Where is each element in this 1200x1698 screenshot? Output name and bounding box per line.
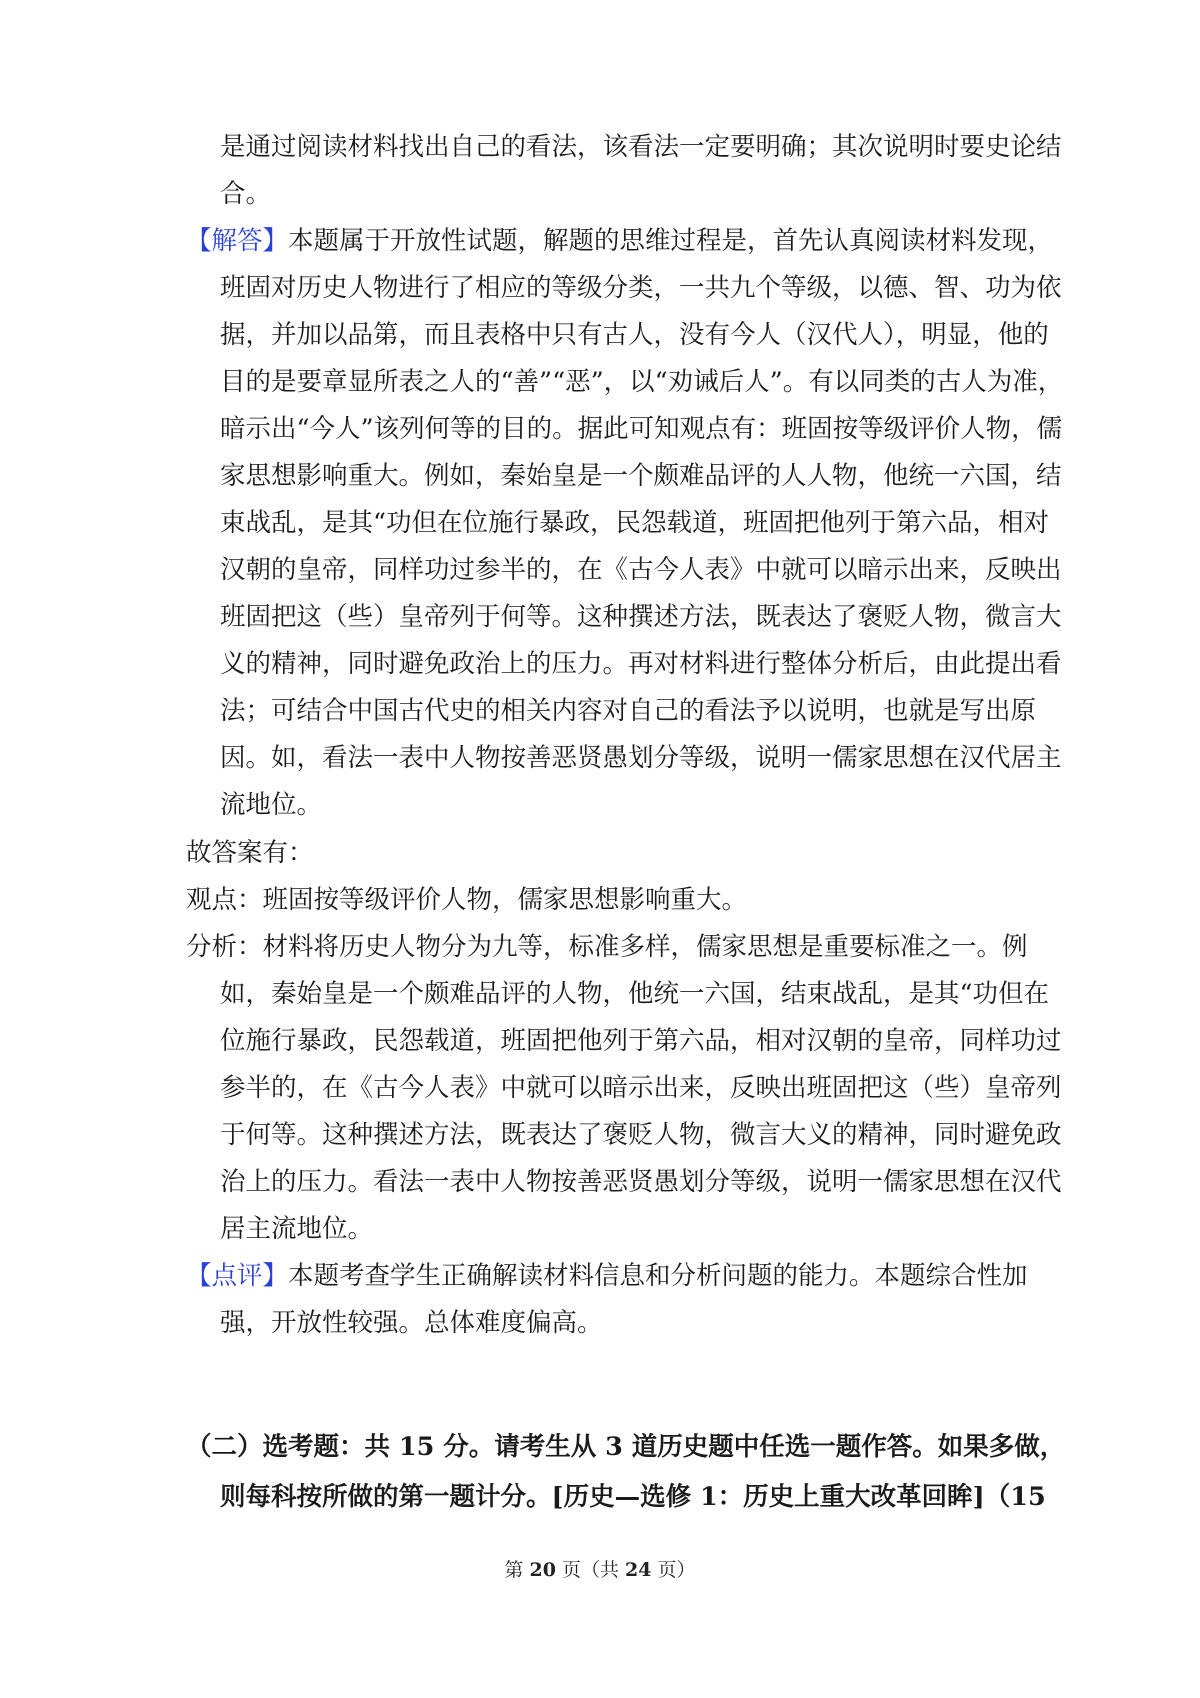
answer-line: 据，并加以品第，而且表格中只有古人，没有今人（汉代人），明显，他的 [220,320,1049,350]
answer-line: 束战乱，是其“功但在位施行暴政，民怨载道，班固把他列于第六品，相对 [220,508,1050,538]
analysis-line: 位施行暴政，民怨载道，班固把他列于第六品，相对汉朝的皇帝，同样功过 [220,1026,1062,1056]
section-heading-line: （二）选考题：共 15 分。请考生从 3 道历史题中任选一题作答。如果多做， [186,1432,1066,1462]
analysis-line: 如，秦始皇是一个颇难品评的人物，他统一六国，结束战乱，是其“功但在 [220,979,1050,1009]
answer-first-line [186,218,1054,265]
answer-line: 暗示出“今人”该列何等的目的。据此可知观点有：班固按等级评价人物，儒 [220,414,1063,444]
viewpoint-text: 观点：班固按等级评价人物，儒家思想影响重大。 [186,885,748,915]
intro-line: 合。 [220,179,272,209]
answer-line: 班固对历史人物进行了相应的等级分类，一共九个等级，以德、智、功为依 [220,273,1062,303]
answer-line: 班固把这（些）皇帝列于何等。这种撰述方法，既表达了褒贬人物，微言大 [220,602,1062,632]
answer-line: 家思想影响重大。例如，秦始皇是一个颇难品评的人人物，他统一六国，结 [220,461,1062,491]
analysis-line: 于何等。这种撰述方法，既表达了褒贬人物，微言大义的精神，同时避免政 [220,1120,1062,1150]
answer-first-text: 本题属于开放性试题，解题的思维过程是，首先认真阅读材料发现， [288,226,1054,256]
result-label: 故答案有： [186,838,314,868]
footer-middle: 页（共 [561,1559,619,1581]
comment-first-text: 本题考查学生正确解读材料信息和分析问题的能力。本题综合性加 [288,1261,1028,1291]
section-heading [186,1422,1066,1522]
answer-section [186,218,1064,829]
answer-line: 目的是要章显所表之人的“善”“恶”，以“劝诫后人”。有以同类的古人为准， [220,367,1064,397]
result-section [186,830,1062,1347]
footer-prefix: 第 [504,1559,524,1581]
answer-line: 因。如，看法一表中人物按善恶贤愚划分等级，说明一儒家思想在汉代居主 [220,743,1062,773]
intro-line: 是通过阅读材料找出自己的看法，该看法一定要明确；其次说明时要史论结 [220,132,1062,162]
analysis-first-line: 分析：材料将历史人物分为九等，标准多样，儒家思想是重要标准之一。例 [186,932,1028,962]
comment-first-line [186,1253,1028,1300]
answer-line: 汉朝的皇帝，同样功过参半的，在《古今人表》中就可以暗示出来，反映出 [220,555,1062,585]
answer-line: 义的精神，同时避免政治上的压力。再对材料进行整体分析后，由此提出看 [220,649,1062,679]
page-footer [0,1555,1200,1582]
analysis-line: 治上的压力。看法一表中人物按善恶贤愚划分等级，说明一儒家思想在汉代 [220,1167,1062,1197]
answer-tag: 【解答】 [186,226,289,256]
answer-line: 法；可结合中国古代史的相关内容对自己的看法予以说明，也就是写出原 [220,696,1037,726]
section-heading-line: 则每科按所做的第一题计分。[历史—选修 1：历史上重大改革回眸]（15 [220,1482,1046,1512]
analysis-line: 居主流地位。 [220,1214,374,1244]
comment-line: 强，开放性较强。总体难度偏高。 [220,1308,603,1338]
footer-total-pages: 24 [625,1559,652,1581]
answer-line: 流地位。 [220,790,323,820]
footer-page-number: 20 [529,1559,556,1581]
comment-tag: 【点评】 [186,1261,289,1291]
footer-suffix: 页） [657,1559,696,1581]
intro-text [186,124,1062,218]
analysis-line: 参半的，在《古今人表》中就可以暗示出来，反映出班固把这（些）皇帝列 [220,1073,1062,1103]
